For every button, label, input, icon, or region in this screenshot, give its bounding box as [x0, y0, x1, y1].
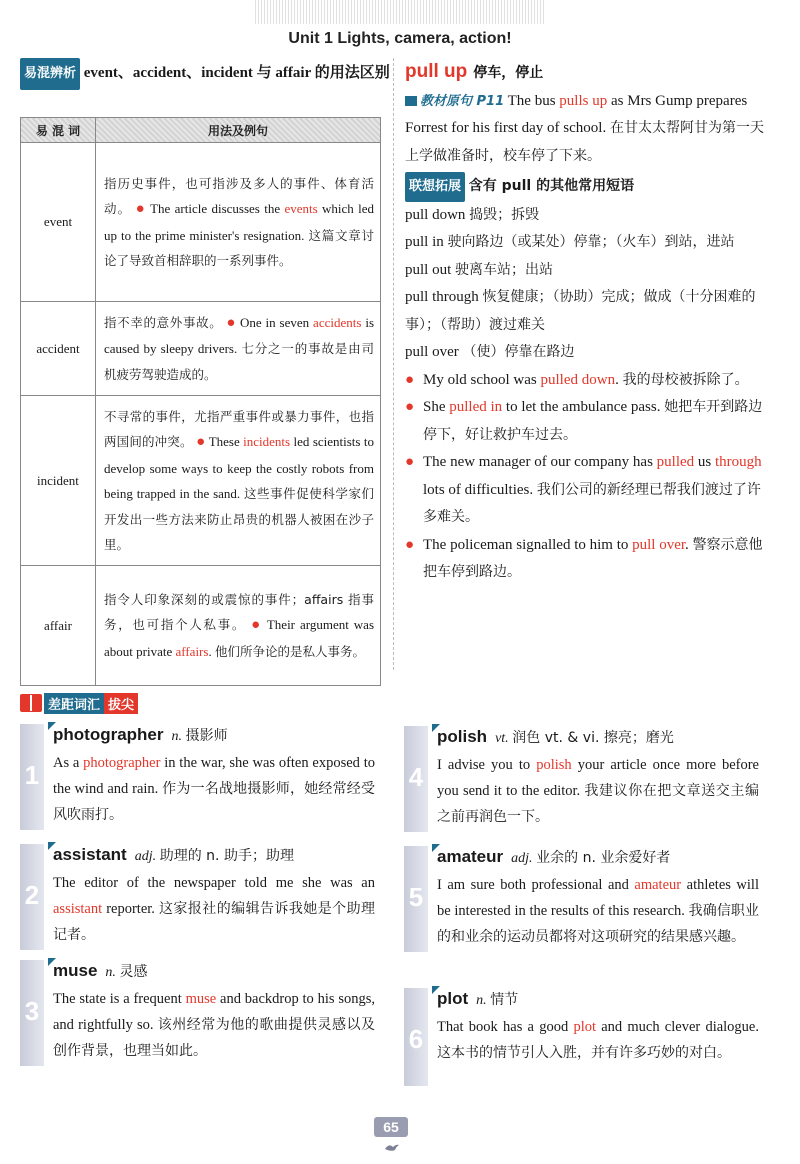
entry-word: polish — [437, 727, 488, 746]
corner-mark — [432, 724, 440, 732]
col-header-usage: 用法及例句 — [96, 118, 381, 143]
phrase-title: pull up — [405, 61, 468, 82]
row-en-highlight: affairs — [175, 643, 209, 659]
header-decoration — [255, 0, 545, 24]
phrase-en: pull through — [405, 289, 479, 305]
entry-word: plot — [437, 989, 469, 1008]
phrase-meaning: 停车，停止 — [473, 65, 544, 81]
row-word: accident — [21, 302, 96, 396]
row-usage — [96, 143, 381, 302]
table-row — [21, 302, 381, 396]
bullet-icon: ● — [405, 536, 415, 553]
entry-highlight: polish — [536, 757, 572, 773]
entry-zh: 我建议你在把文章送交主编之前再润色一下。 — [437, 783, 760, 825]
list-item — [405, 257, 767, 285]
row-en-highlight: accidents — [313, 314, 362, 330]
example-pre: The new manager of our company has — [423, 454, 657, 470]
vocab-entry — [20, 958, 375, 1070]
source-sentence — [405, 88, 767, 171]
textbook-icon — [405, 96, 417, 106]
entry-post: reporter. — [102, 901, 155, 917]
entry-number: 1 — [24, 760, 40, 790]
entry-body — [53, 842, 375, 948]
row-en-pre: These — [208, 434, 244, 449]
phrase-en: pull down — [405, 206, 466, 223]
entry-body — [437, 844, 759, 950]
entry-highlight: amateur — [634, 877, 682, 893]
entry-pre: The editor of the newspaper told me she was an — [53, 875, 375, 891]
comparison-table — [20, 117, 381, 686]
entry-pos: n. — [105, 965, 116, 980]
row-zh-def: 不寻常的事件，尤指严重事件或暴力事件，也指两国间的冲突。 — [104, 408, 374, 449]
example-post: . — [685, 536, 689, 553]
entry-pos: n. — [171, 729, 182, 744]
example-zh: 我们公司的新经理已帮我们渡过了许多难关。 — [423, 481, 761, 525]
vocab-entry — [20, 842, 375, 954]
example-item — [405, 367, 767, 395]
row-word: affair — [21, 566, 96, 686]
source-highlight: pulls up — [559, 92, 608, 109]
list-item — [405, 229, 767, 257]
entry-pos: vt. — [495, 731, 509, 746]
entry-post: your article once more before you send it to the editor. — [437, 757, 759, 799]
vocab-label: 差距词汇 — [44, 693, 104, 714]
vocab-entry — [20, 722, 375, 834]
source-pre: The bus — [504, 92, 560, 109]
vocab-label-2: 拔尖 — [104, 693, 138, 714]
unit-title: Unit 1 Lights, camera, action! — [288, 30, 512, 47]
entry-highlight: muse — [185, 991, 217, 1007]
entry-word: assistant — [53, 845, 127, 864]
table-row — [21, 396, 381, 566]
example-zh: 我的母校被拆除了。 — [622, 371, 749, 388]
row-zh-def: 指不幸的意外事故。 — [104, 314, 223, 330]
extension-tag: 联想拓展 — [405, 172, 465, 202]
example-post: lots of difficulties. — [423, 481, 534, 498]
vocab-entry — [404, 986, 759, 1090]
entry-highlight: assistant — [53, 901, 103, 917]
phrase-zh: 驶离车站；出站 — [455, 261, 554, 278]
entry-zh: 我确信职业的和业余的运动员都将对这项研究的结果感兴趣。 — [437, 903, 760, 945]
entry-post: athletes will be interested in the results of this research. — [437, 877, 759, 919]
row-zh-translation: 这篇文章讨论了导致首相辞职的一系列事件。 — [104, 227, 374, 268]
row-en-highlight: events — [284, 201, 318, 216]
entry-highlight: photographer — [83, 755, 161, 771]
corner-mark — [48, 958, 56, 966]
bullet-icon: ● — [405, 454, 415, 470]
row-word: incident — [21, 396, 96, 566]
entry-zh: 该州经常为他的歌曲提供灵感以及创作背景，也理当如此。 — [53, 1017, 376, 1059]
list-item — [405, 202, 767, 230]
row-en-pre: One in seven — [239, 314, 314, 330]
entry-meaning: 助理的 n. 助手；助理 — [159, 848, 294, 864]
entry-meaning: 灵感 — [119, 964, 148, 980]
entry-post: and much clever dialogue. — [596, 1019, 759, 1035]
corner-mark — [48, 722, 56, 730]
phrase-zh: （使）停靠在路边 — [462, 344, 575, 360]
example-highlight: pulled down — [540, 371, 616, 388]
phrase-zh: 驶向路边（或某处）停靠；（火车）到站，进站 — [447, 234, 735, 250]
corner-mark — [432, 986, 440, 994]
comparison-heading — [20, 58, 390, 90]
entry-post: and backdrop to his songs, and rightfully so. — [53, 991, 376, 1033]
vocab-entry — [404, 844, 759, 956]
table-header — [21, 118, 381, 143]
list-item — [405, 284, 767, 339]
source-label — [405, 94, 504, 109]
example-item — [405, 532, 767, 587]
corner-mark — [432, 844, 440, 852]
example-item — [405, 394, 767, 449]
bird-icon — [384, 1141, 400, 1153]
phrase-panel — [405, 58, 767, 587]
entry-pos: adj. — [134, 849, 157, 864]
entry-post: in the war, she was often exposed to the wind and rain. — [53, 755, 375, 797]
row-word: event — [21, 143, 96, 302]
phrase-heading — [405, 58, 767, 88]
entry-body — [53, 722, 375, 828]
entry-word: amateur — [437, 847, 504, 866]
entry-zh: 作为一名战地摄影师，她经常经受风吹雨打。 — [53, 781, 376, 823]
entry-highlight: plot — [573, 1019, 596, 1035]
example-mid: us — [694, 454, 716, 470]
row-usage — [96, 396, 381, 566]
entry-pre: As a — [53, 755, 84, 771]
phrase-zh: 捣毁；拆毁 — [469, 206, 540, 223]
phrase-en: pull over — [405, 344, 459, 360]
vocab-section-heading — [20, 693, 138, 713]
entry-number: 2 — [24, 880, 40, 910]
phrase-en: pull in — [405, 234, 444, 250]
entry-meaning: 摄影师 — [185, 728, 228, 744]
book-icon — [20, 694, 42, 712]
comparison-heading-text: event、accident、incident 与 affair 的用法区别 — [83, 65, 390, 81]
row-en-pre: The article discusses the — [150, 201, 285, 216]
entry-number: 3 — [24, 996, 40, 1026]
example-pre: The policeman signalled to him to — [423, 536, 633, 553]
comparison-tag: 易混辨析 — [20, 58, 80, 90]
entry-number: 6 — [408, 1024, 424, 1054]
entry-body — [53, 958, 375, 1064]
entry-number: 5 — [408, 882, 424, 912]
table-row — [21, 143, 381, 302]
row-zh-translation: 他们所争论的是私人事务。 — [214, 643, 365, 659]
phrase-en: pull out — [405, 261, 452, 278]
example-pre: She — [423, 399, 450, 415]
example-item — [405, 449, 767, 532]
bullet-icon: ● — [405, 399, 415, 415]
bullet-icon: ● — [135, 201, 146, 217]
example-highlight: pulled in — [449, 399, 503, 415]
col-header-word: 易 混 词 — [21, 118, 96, 143]
entry-zh: 这本书的情节引人入胜，并有许多巧妙的对白。 — [437, 1045, 731, 1061]
entry-pos: adj. — [511, 851, 533, 866]
example-pre: My old school was — [423, 371, 541, 388]
entry-word: muse — [53, 961, 98, 980]
entry-number: 4 — [408, 762, 424, 792]
entry-word: photographer — [53, 725, 164, 744]
row-en-post: which led up to the prime minister's resignation. — [104, 201, 375, 243]
entry-pos: n. — [476, 993, 487, 1008]
entry-body — [437, 986, 759, 1066]
row-usage — [96, 302, 381, 396]
table-row — [21, 566, 381, 686]
entry-meaning: 业余的 n. 业余爱好者 — [536, 850, 671, 866]
row-zh-def: 指令人印象深刻的或震惊的事件；affairs 指事务，也可指个人私事。 — [104, 591, 374, 633]
example-zh: 警察示意他把车停到路边。 — [423, 536, 763, 580]
bullet-icon: ● — [196, 434, 206, 450]
entry-meaning: 润色 vt. & vi. 擦亮；磨光 — [512, 730, 674, 746]
row-en-post: led scientists to develop some ways to keep the costly robots from being trapped in the sand. — [104, 434, 375, 501]
phrase-zh: 恢复健康；（协助）完成；做成（十分困难的事）；（帮助）渡过难关 — [405, 289, 756, 333]
corner-mark — [48, 842, 56, 850]
column-divider — [393, 58, 394, 670]
row-en-pre: Their argument was about private — [104, 617, 375, 659]
example-post: . — [615, 371, 619, 388]
row-zh-def: 指历史事件，也可指涉及多人的事件、体育活动。 — [104, 175, 374, 216]
bullet-icon: ● — [405, 371, 415, 388]
source-label-text: 教材原句 P11 — [420, 93, 505, 109]
example-zh: 她把车开到路边停下，好让救护车过去。 — [423, 399, 763, 443]
example-post: to let the ambulance pass. — [502, 399, 661, 415]
example-highlight: pull over — [632, 536, 686, 553]
entry-pre: I am sure both professional and — [437, 877, 635, 893]
example-highlight: pulled — [656, 454, 695, 470]
entry-pre: That book has a good — [437, 1019, 574, 1035]
example-highlight-2: through — [715, 454, 762, 470]
row-zh-translation: 这些事件促使科学家们开发出一些方法来防止昂贵的机器人被困在沙子里。 — [104, 486, 374, 552]
vocab-entry — [404, 724, 759, 836]
source-post: as Mrs Gump prepares Forrest for his first day of school. — [405, 92, 748, 136]
row-zh-translation: 七分之一的事故是由司机疲劳驾驶造成的。 — [104, 341, 374, 382]
row-en-highlight: incidents — [243, 434, 291, 449]
entry-meaning: 情节 — [490, 992, 519, 1008]
list-item — [405, 339, 767, 367]
entry-zh: 这家报社的编辑告诉我她是个助理记者。 — [53, 901, 376, 943]
bullet-icon: ● — [226, 314, 237, 331]
entry-pre: I advise you to — [437, 757, 537, 773]
extension-heading-text: 含有 pull 的其他常用短语 — [468, 178, 635, 194]
entry-body — [437, 724, 759, 830]
source-translation: 在甘太太帮阿甘为第一天上学做准备时，校车停了下来。 — [405, 120, 764, 164]
row-en-post: . — [208, 643, 212, 659]
page-number: 65 — [374, 1117, 408, 1137]
entry-pre: The state is a frequent — [53, 991, 186, 1007]
row-usage — [96, 566, 381, 686]
extension-heading — [405, 172, 767, 202]
row-en-post: is caused by sleepy drivers. — [104, 314, 374, 357]
bullet-icon: ● — [251, 617, 262, 634]
